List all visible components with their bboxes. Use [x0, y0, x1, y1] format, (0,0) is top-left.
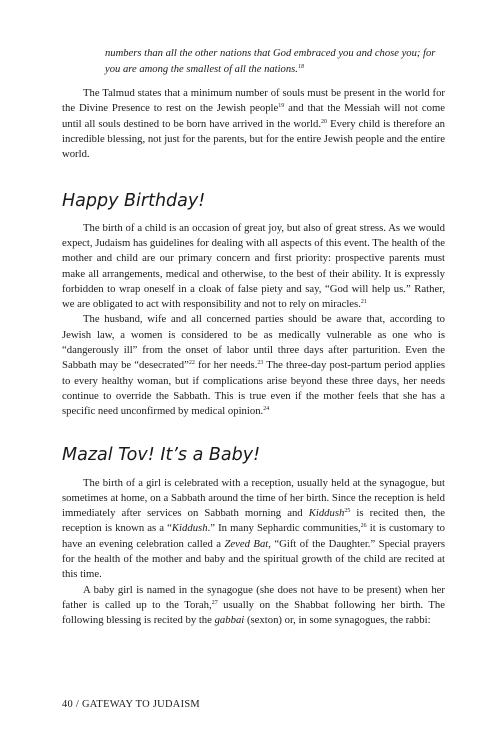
intro-paragraph — [62, 86, 445, 162]
paragraph-text: The Talmud states that a minimum number of souls must be present in the world for the Divine Presence to rest on the Jewish people — [62, 87, 445, 115]
footnote-ref: 22 — [188, 360, 195, 367]
paragraph-text: .” In many Sephardic communities, — [207, 522, 361, 535]
page-footer: 40 / GATEWAY TO JUDAISM — [62, 699, 200, 710]
paragraph-text: it is customary to have an evening celebration called a — [62, 522, 445, 550]
footnote-ref: 27 — [211, 599, 218, 606]
footnote-ref: 26 — [360, 523, 367, 530]
paragraph-text: The husband, wife and all concerned parties should be aware that, according to Jewish law, a women is considered to be as medically vulnerable as one who is “dangerously ill” from the onset of labor until three days after parturition. Even the Sabbath may be “desecrated” — [62, 313, 445, 372]
paragraph-text: The three-day post-partum period applies to every healthy woman, but if complications arise beyond these three days, her needs continue to override the Sabbath. This is true even if the mother feels that she has a specific need unconfirmed by medical opinion. — [62, 359, 445, 418]
footnote-ref: 18 — [297, 63, 304, 70]
footnote-ref: 25 — [344, 508, 351, 515]
section-heading-happy-birthday: Happy Birthday! — [62, 190, 206, 211]
paragraph-text: The birth of a child is an occasion of great joy, but also of great stress. As we would expect, Judaism has guidelines for dealing with all aspects of this event. The health of the mother and child are our primary concern and first priority: prospective parents must make all arrangements, medical and otherwise, to the best of their ability. It is expressly forbidden to wrap oneself in a cloak of false piety and say, “God will help us.” Rather, we are obligated to act with responsibility and not to rely on miracles. — [62, 221, 445, 311]
paragraph-text: for her needs. — [194, 359, 258, 372]
italic-term: Zeved Bat, — [224, 537, 271, 550]
body-paragraph — [62, 312, 445, 419]
paragraph-text: is recited then, the reception is known as a “ — [62, 507, 445, 535]
footnote-ref: 19 — [278, 103, 285, 110]
quote-text: numbers than all the other nations that God embraced you and chose you; for you are among the smallest of all the nations. — [105, 48, 436, 75]
block-quote — [105, 46, 445, 77]
footnote-ref: 21 — [360, 299, 367, 306]
paragraph-text: A baby girl is named in the synagogue (she does not have to be present) when her father is called up to the Torah, — [62, 583, 445, 611]
italic-term: Kiddush — [171, 522, 208, 535]
italic-term: gabbai — [214, 614, 245, 627]
body-paragraph — [62, 583, 445, 629]
paragraph-text: usually on the Shabbat following her birth. The following blessing is recited by the — [62, 598, 445, 627]
paragraph-text: Every child is therefore an incredible blessing, not just for the parents, but for the entire Jewish people and the entire world. — [62, 117, 445, 161]
italic-term: Kiddush — [308, 507, 345, 520]
footnote-ref: 20 — [321, 118, 327, 125]
body-paragraph — [62, 221, 445, 313]
paragraph-text: “Gift of the Daughter.” Special prayers for the health of the mother and baby and the spiritual growth of the child are recited at this time. — [62, 537, 446, 581]
paragraph-text: The birth of a girl is celebrated with a reception, usually held at the synagogue, but sometimes at home, on a Sabbath around the time of her birth. Since the reception is held immediately after services on Sabbath morning and — [62, 476, 445, 520]
footnote-ref: 24 — [263, 406, 270, 413]
footnote-ref: 23 — [257, 360, 264, 367]
paragraph-text: and that the Messiah will not come until all souls destined to be born have arrived in the world. — [62, 102, 446, 130]
body-paragraph — [62, 476, 445, 583]
paragraph-text: (sexton) or, in some synagogues, the rabbi: — [244, 614, 431, 627]
section-heading-mazal-tov: Mazal Tov! It’s a Baby! — [62, 444, 261, 465]
